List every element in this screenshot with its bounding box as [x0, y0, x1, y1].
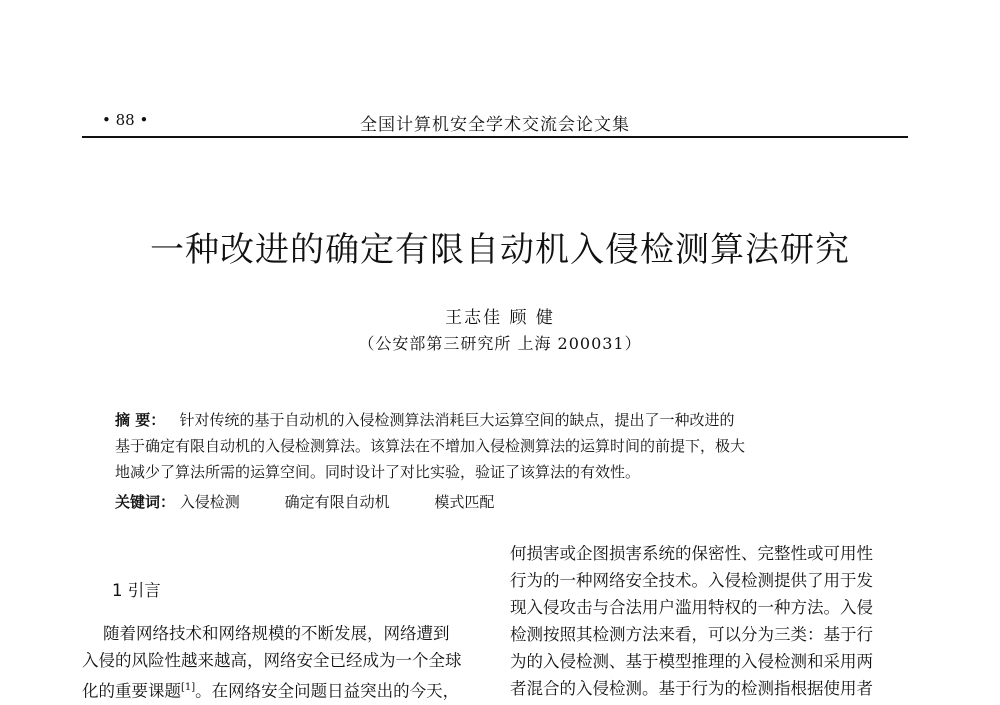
abstract-line-1	[115, 407, 875, 433]
body-text: 。在网络安全问题日益突出的今天，	[195, 681, 460, 701]
right-column-body	[510, 540, 910, 702]
body-line: 者混合的入侵检测。基于行为的检测指根据使用者	[510, 679, 873, 698]
running-head	[0, 0, 1000, 140]
body-line: 入侵的风险性越来越高，网络安全已经成为一个全球	[82, 651, 462, 670]
body-line: 随着网络技术和网络规模的不断发展，网络遭到	[82, 624, 450, 643]
keywords	[115, 491, 534, 512]
body-line: 行为的一种网络安全技术。入侵检测提供了用于发	[510, 571, 873, 590]
paper-affiliation: （公安部第三研究所 上海 200031）	[358, 334, 642, 353]
body-line-with-citation	[82, 674, 490, 705]
left-column-body	[82, 620, 490, 705]
keyword-item: 入侵检测	[179, 493, 240, 511]
body-line: 检测按照其检测方法来看，可以分为三类：基于行	[510, 625, 873, 644]
abstract	[115, 407, 875, 485]
header-rule	[82, 136, 908, 138]
abstract-label: 摘 要：	[115, 411, 166, 429]
paper-title: 一种改进的确定有限自动机入侵检测算法研究	[150, 230, 850, 270]
page-number: • 88 •	[102, 111, 149, 129]
citation-ref: [1]	[181, 682, 196, 693]
abstract-line-2: 基于确定有限自动机的入侵检测算法。该算法在不增加入侵检测算法的运算时间的前提下，极大	[115, 437, 746, 455]
abstract-line-3: 地减少了算法所需的运算空间。同时设计了对比实验，验证了该算法的有效性。	[115, 463, 641, 481]
body-line: 为的入侵检测、基于模型推理的入侵检测和采用两	[510, 652, 873, 671]
section-heading-introduction: 1 引言	[112, 581, 161, 600]
body-text: 化的重要课题	[82, 681, 181, 701]
abstract-text-1: 针对传统的基于自动机的入侵检测算法消耗巨大运算空间的缺点，提出了一种改进的	[179, 411, 735, 429]
journal-title: 全国计算机安全学术交流会论文集	[360, 115, 630, 135]
keyword-item: 模式匹配	[434, 493, 495, 511]
keyword-item: 确定有限自动机	[284, 493, 390, 511]
body-line: 何损害或企图损害系统的保密性、完整性或可用性	[510, 544, 873, 563]
paper-authors: 王志佳 顾 健	[445, 308, 555, 328]
keywords-label: 关键词：	[115, 493, 176, 511]
body-line: 现入侵攻击与合法用户滥用特权的一种方法。入侵	[510, 598, 873, 617]
